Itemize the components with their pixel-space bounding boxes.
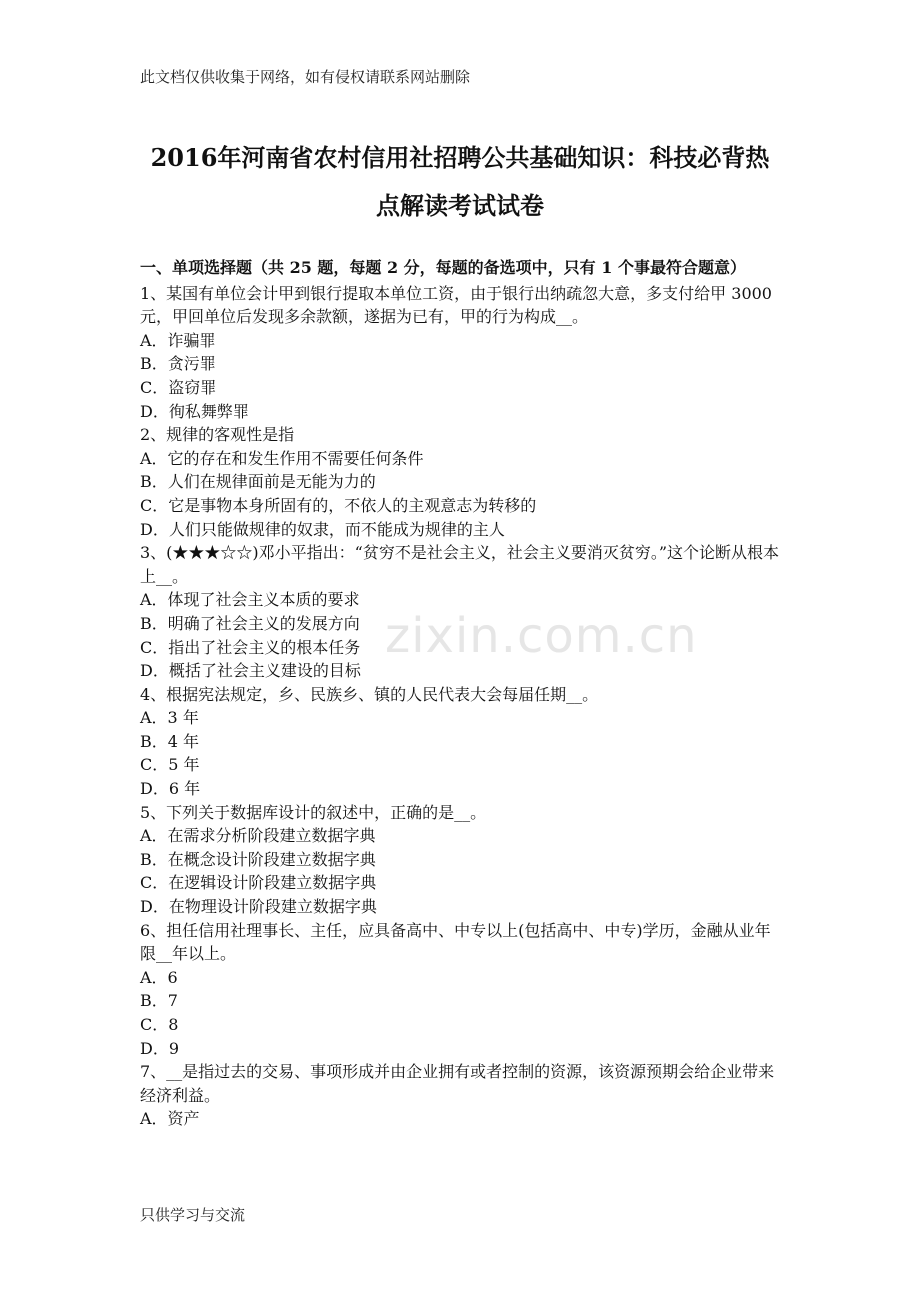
answer-option: C．指出了社会主义的根本任务 <box>140 637 361 657</box>
question-stem: 1、某国有单位会计甲到银行提取本单位工资，由于银行出纳疏忽大意，多支付给甲 3000 元，甲回单位后发现多余款额，遂据为已有，甲的行为构成__。 <box>140 283 778 327</box>
answer-option: C．它是事物本身所固有的，不依人的主观意志为转移的 <box>140 495 537 515</box>
watermark: zixin.com.cn <box>385 608 698 664</box>
question-stem: 5、下列关于数据库设计的叙述中，正确的是__。 <box>140 802 487 822</box>
document-title-line-1: 2016年河南省农村信用社招聘公共基础知识：科技必背热 <box>150 143 770 172</box>
answer-option: A．资产 <box>140 1109 200 1129</box>
answer-option: D．概括了社会主义建设的目标 <box>140 661 361 681</box>
answer-option: C．在逻辑设计阶段建立数据字典 <box>140 873 377 893</box>
question-stem: 2、规律的客观性是指 <box>140 425 295 445</box>
footer-note: 只供学习与交流 <box>140 1206 246 1224</box>
answer-option: B．明确了社会主义的发展方向 <box>140 613 360 633</box>
answer-option: D．人们只能做规律的奴隶，而不能成为规律的主人 <box>140 519 505 539</box>
answer-option: A．它的存在和发生作用不需要任何条件 <box>140 448 424 468</box>
answer-option: B．人们在规律面前是无能为力的 <box>140 472 376 492</box>
question-stem: 7、__是指过去的交易、事项形成并由企业拥有或者控制的资源，该资源预期会给企业带来经济利益。 <box>140 1062 775 1105</box>
answer-option: D．6 年 <box>140 779 201 799</box>
answer-option: B．7 <box>140 991 178 1011</box>
answer-option: A．体现了社会主义本质的要求 <box>140 590 360 610</box>
answer-option: A．在需求分析阶段建立数据字典 <box>140 826 376 846</box>
answer-option: C．5 年 <box>140 755 200 775</box>
answer-option: A．6 <box>140 967 178 987</box>
question-list <box>140 282 782 1131</box>
answer-option: D．在物理设计阶段建立数据字典 <box>140 897 377 917</box>
answer-option: D．9 <box>140 1038 180 1058</box>
document-title-line-2: 点解读考试试卷 <box>376 191 544 220</box>
answer-option: B．4 年 <box>140 731 200 751</box>
question-stem: 6、担任信用社理事长、主任，应具备高中、中专以上(包括高中、中专)学历，金融从业年限__年以上。 <box>140 920 771 964</box>
question-content <box>140 256 782 1131</box>
section-heading: 一、单项选择题（共 25 题，每题 2 分，每题的备选项中，只有 1 个事最符合题意） <box>140 258 746 277</box>
answer-option: C．8 <box>140 1015 179 1034</box>
answer-option: B．贪污罪 <box>140 354 216 374</box>
answer-option: C．盗窃罪 <box>140 377 217 397</box>
answer-option: A．3 年 <box>140 708 199 728</box>
answer-option: A．诈骗罪 <box>140 330 216 350</box>
question-stem: 3、(★★★☆☆)邓小平指出：“贫穷不是社会主义，社会主义要消灭贫穷。”这个论断从根本上__。 <box>140 543 780 586</box>
question-stem: 4、根据宪法规定，乡、民族乡、镇的人民代表大会每届任期__。 <box>140 684 599 704</box>
header-note: 此文档仅供收集于网络，如有侵权请联系网站删除 <box>140 68 471 86</box>
answer-option: B．在概念设计阶段建立数据字典 <box>140 849 376 869</box>
answer-option: D．徇私舞弊罪 <box>140 401 249 421</box>
